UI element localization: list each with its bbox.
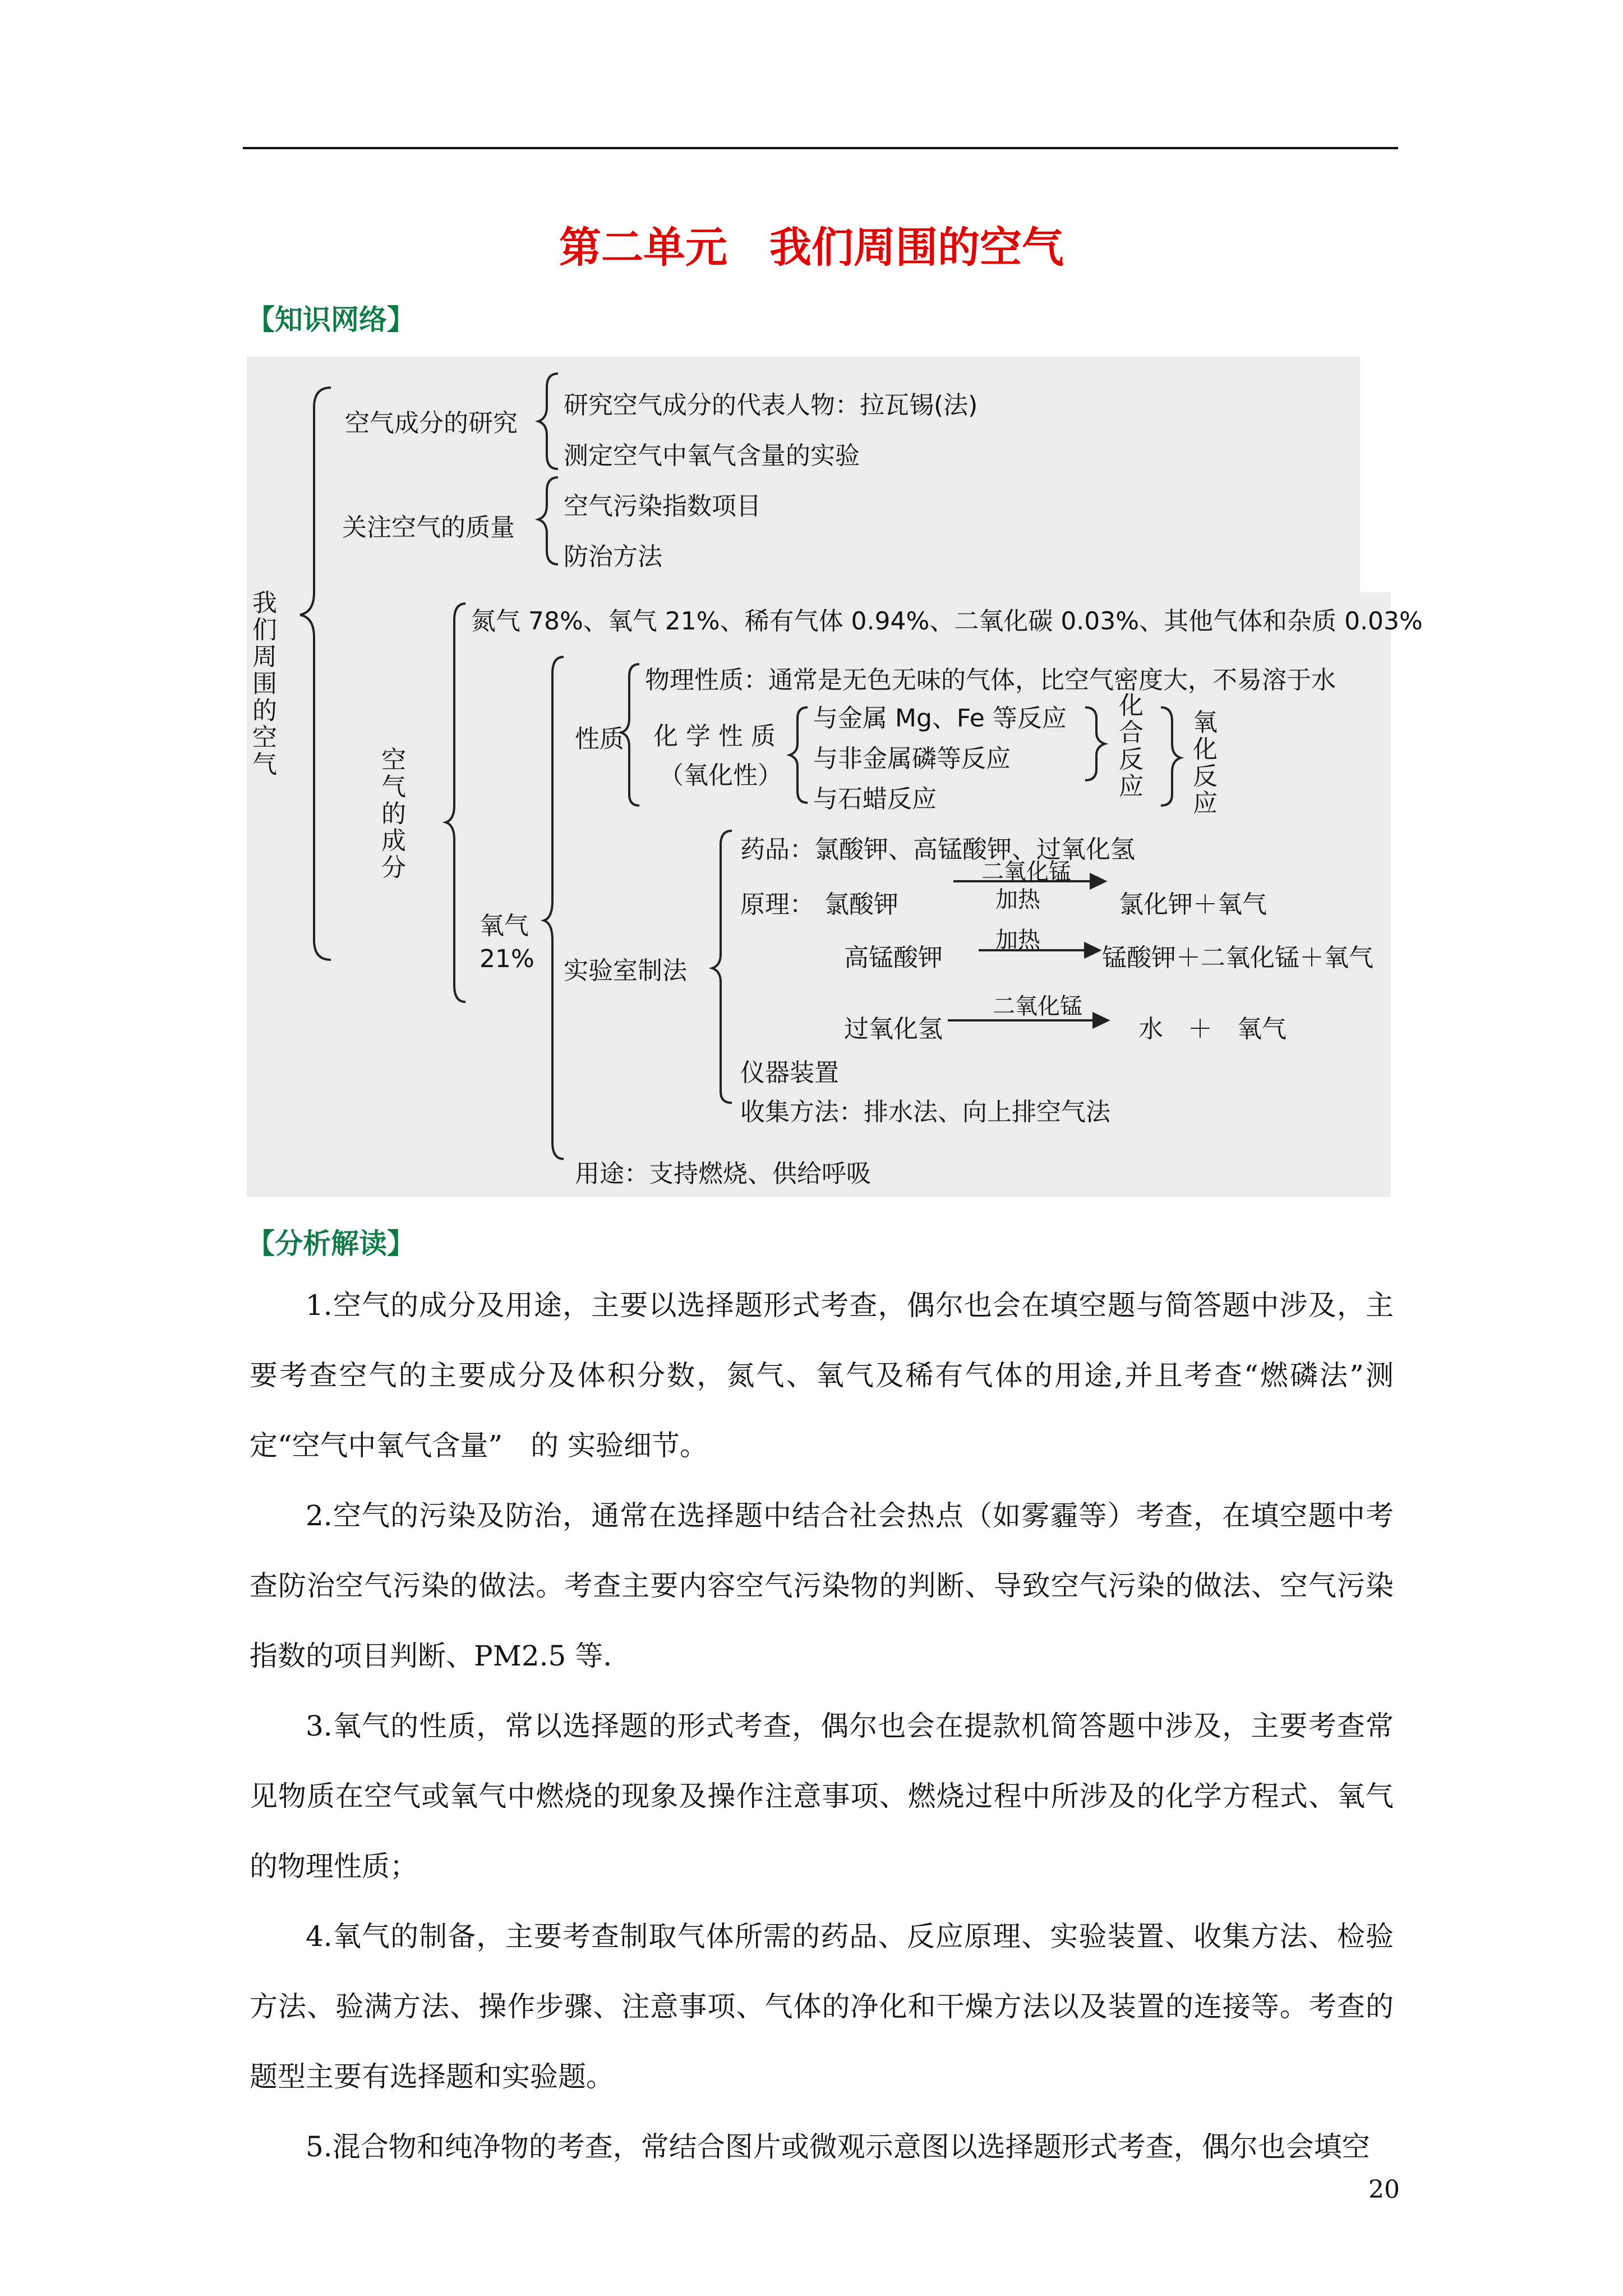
reaction-3-reactant: 过氧化氢 — [844, 1015, 943, 1043]
reaction-1-condition-top: 二氧化锰 — [981, 859, 1071, 885]
quality-label: 关注空气的质量 — [342, 513, 515, 542]
reaction-3-product: 水 ＋ 氧气 — [1138, 1015, 1287, 1043]
research-item-1: 研究空气成分的代表人物：拉瓦锡(法) — [564, 391, 978, 420]
collection-line: 收集方法：排水法、向上排空气法 — [740, 1098, 1110, 1126]
composition-line: 氮气 78%、氧气 21%、稀有气体 0.94%、二氧化碳 0.03%、其他气体和杂质 0.03% — [471, 607, 1423, 636]
root-node: 我们周围的空气 — [248, 590, 276, 778]
physical-properties: 物理性质：通常是无色无味的气体，比空气密度大，不易溶于水 — [645, 666, 1336, 694]
chemical-properties-sub: （氧化性） — [659, 761, 782, 790]
section-label-analysis: 【分析解读】 — [247, 1227, 415, 1260]
properties-label: 性质 — [575, 725, 624, 753]
oxygen-percent: 21% — [479, 945, 534, 973]
analysis-paragraph-2: 2.空气的污染及防治，通常在选择题中结合社会热点（如雾霾等）考查，在填空题中考查防治空气污染的做法。考查主要内容空气污染物的判断、导致空气污染的做法、空气污染指数的项目判断、PM2.5 等. — [250, 1499, 1394, 1672]
chemical-properties-label: 化 学 性 质 — [653, 722, 776, 751]
reaction-2-reactant: 高锰酸钾 — [844, 944, 943, 972]
quality-item-2: 防治方法 — [564, 542, 662, 571]
chemical-item-nonmetal: 与非金属磷等反应 — [813, 744, 1011, 773]
analysis-paragraph-1: 1.空气的成分及用途，主要以选择题形式考查，偶尔也会在填空题与简答题中涉及，主要考查空气的主要成分及体积分数，氮气、氧气及稀有气体的用途,并且考查“燃磷法”测定“空气中氧气含量” 的 实验细节。 — [250, 1289, 1394, 1462]
use-line: 用途：支持燃烧、供给呼吸 — [575, 1159, 871, 1188]
reaction-1-reactant: 氯酸钾 — [824, 890, 898, 919]
principle-label: 原理： — [740, 890, 814, 919]
knowledge-network-diagram — [247, 357, 1423, 1197]
analysis-paragraph-4: 4.氧气的制备，主要考查制取气体所需的药品、反应原理、实验装置、收集方法、检验方法、验满方法、操作步骤、注意事项、气体的净化和干燥方法以及装置的连接等。考查的题型主要有选择题和实验题。 — [250, 1920, 1394, 2093]
composition-label: 空气的成分 — [377, 747, 405, 881]
reaction-1-condition-bottom: 加热 — [995, 887, 1040, 913]
combination-reaction-label: 化合反应 — [1114, 692, 1143, 800]
reaction-3-condition-top: 二氧化锰 — [993, 993, 1082, 1019]
page-number: 20 — [1368, 2175, 1400, 2204]
lab-preparation-label: 实验室制法 — [564, 956, 687, 985]
reaction-1-product: 氯化钾＋氧气 — [1119, 890, 1267, 919]
page-title: 第二单元 我们周围的空气 — [559, 223, 1064, 272]
quality-item-1: 空气污染指数项目 — [564, 492, 761, 521]
reaction-2-product: 锰酸钾＋二氧化锰＋氧气 — [1102, 944, 1373, 972]
apparatus-line: 仪器装置 — [740, 1059, 839, 1087]
oxidation-reaction-label: 氧化反应 — [1188, 709, 1217, 817]
reaction-2-condition-top: 加热 — [995, 927, 1040, 953]
section-label-network: 【知识网络】 — [247, 303, 415, 336]
chemical-item-paraffin: 与石蜡反应 — [813, 785, 937, 813]
analysis-paragraph-3: 3.氧气的性质，常以选择题的形式考查，偶尔也会在提款机简答题中涉及，主要考查常见物质在空气或氧气中燃烧的现象及操作注意事项、燃烧过程中所涉及的化学方程式、氧气的物理性质； — [250, 1710, 1394, 1883]
drugs-line: 药品：氯酸钾、高锰酸钾、过氧化氢 — [740, 835, 1135, 864]
research-label: 空气成分的研究 — [345, 409, 518, 438]
research-item-2: 测定空气中氧气含量的实验 — [564, 441, 860, 470]
analysis-paragraphs — [250, 1271, 1394, 2182]
header-rule — [243, 147, 1398, 149]
chemical-item-metal: 与金属 Mg、Fe 等反应 — [813, 704, 1067, 733]
analysis-paragraph-5: 5.混合物和纯净物的考查，常结合图片或微观示意图以选择题形式考查，偶尔也会填空 — [306, 2131, 1370, 2163]
oxygen-label: 氧气 — [479, 912, 529, 940]
